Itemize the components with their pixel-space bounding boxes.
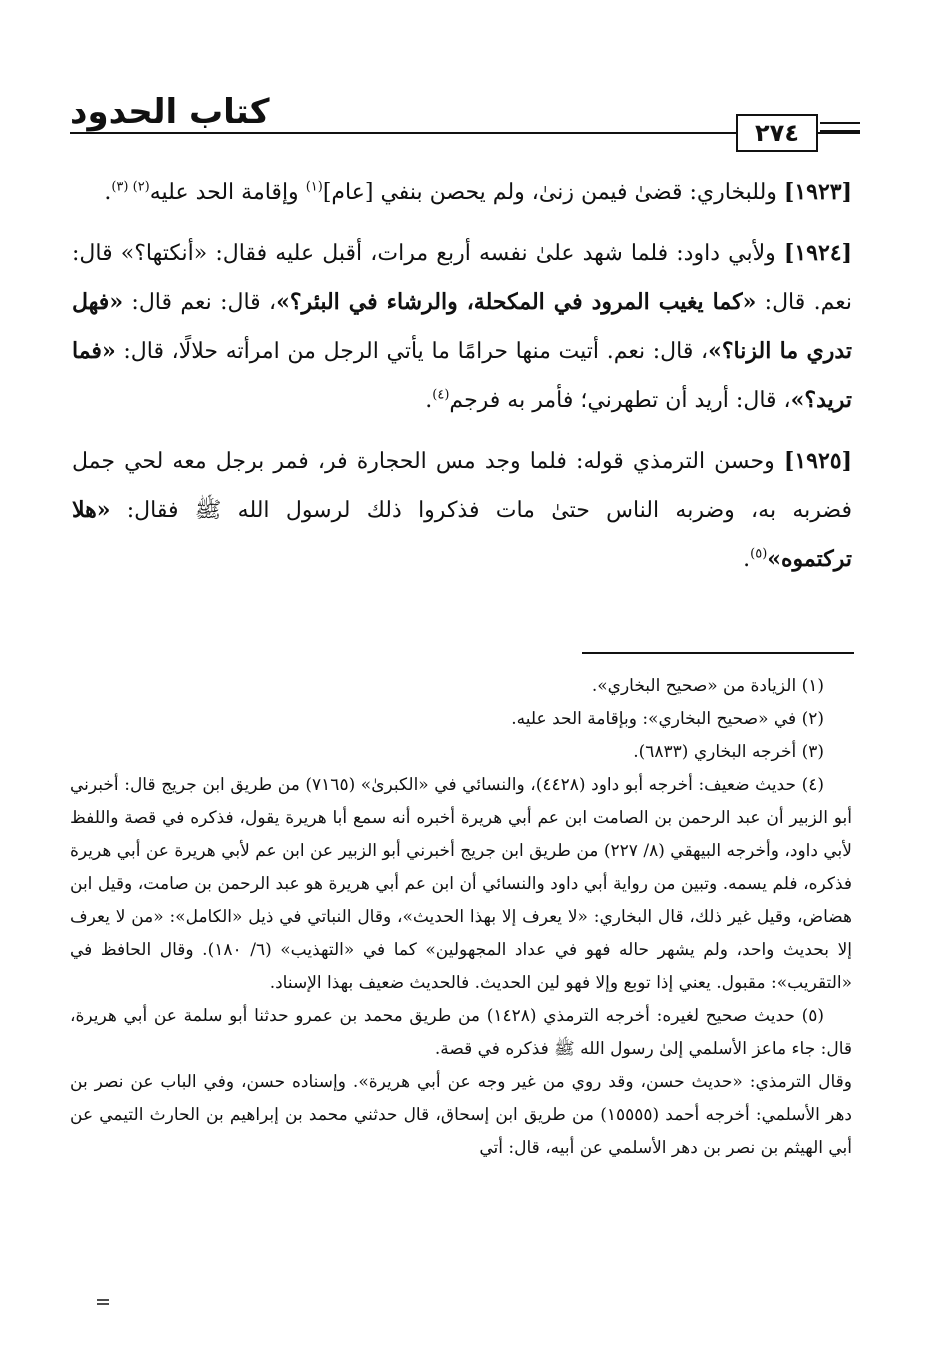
footnote-ref: (٥): [750, 546, 768, 562]
hadith-number: [١٩٢٤]: [783, 240, 852, 266]
hadith-1924: [72, 229, 852, 425]
footnote-separator: [582, 652, 854, 654]
footnote-ref: (٤): [432, 387, 450, 403]
footnote-3: (٣) أخرجه البخاري (٦٨٣٣).: [633, 742, 824, 762]
prophet-quote: «هلا تركتموه»: [72, 497, 852, 572]
hadith-1923: [72, 168, 852, 217]
prophet-quote: «فهل تدري ما الزنا؟»: [72, 289, 853, 364]
page-header: [70, 92, 860, 162]
hadith-text: .: [425, 388, 433, 413]
footnote-4: (٤) حديث ضعيف: أخرجه أبو داود (٤٤٢٨)، والنسائي في «الكبرىٰ» (٧١٦٥) من طريق ابن جريج قال: أخبرني أبو الزبير أن عبد الرحمن بن الصامت ابن عم أبي هريرة أخبره أنه سمع أبا هريرة يقول، فذكره في قصة واللفظ لأبي داود، وأخرجه البيهقي (٨/ ٢٢٧) من طريق ابن جريج أخبرني أبو الزبير عن ابن عم لأبي هريرة عن أبي هريرة فذكره، فلم يسمه. وتبين من رواية أبي داود والنسائي أن ابن عم أبي هريرة هو عبد الرحمن بن صامت، وقيل ابن هضاض، وقيل غير ذلك، قال البخاري: «لا يعرف إلا بهذا الحديث»، وقال النباتي في ذيل «الكامل»: «من لا يعرف إلا بحديث واحد، ولم يشهر حاله فهو في عداد المجهولين» كما في «التهذيب» (٦/ ١٨٠). وقال الحافظ في «التقريب»: مقبول. يعني إذا توبع وإلا فهو لين الحديث. فالحديث ضعيف بهذا الإسناد.: [70, 775, 852, 993]
footnote-ref: (١): [305, 179, 323, 195]
hadith-text: .: [104, 180, 112, 205]
footnote-ref: (٢) (٣): [111, 179, 150, 195]
hadith-text: ، قال: نعم قال:: [123, 290, 277, 315]
hadith-number: [١٩٢٥]: [783, 448, 853, 474]
hadith-text: .: [743, 547, 751, 572]
footnote-1: (١) الزيادة من «صحيح البخاري».: [591, 676, 824, 696]
continuation-mark-icon: [96, 1298, 110, 1306]
hadith-text: ولأبي داود: فلما شهد علىٰ نفسه أربع مرات، أقبل عليه فقال: «أنكتها؟» قال: نعم. قال:: [72, 241, 852, 315]
page-number-decoration: [820, 122, 860, 134]
footnote-5-continued: وقال الترمذي: «حديث حسن، وقد روي من غير وجه عن أبي هريرة». وإسناده حسن، وفي الباب عن نصر بن دهر الأسلمي: أخرجه أحمد (١٥٥٥٥) من طريق ابن إسحاق، قال حدثني محمد بن إبراهيم بن الحارث التيمي عن أبي الهيثم بن نصر بن دهر الأسلمي عن أبيه، قال: أتي: [70, 1072, 852, 1158]
hadith-text: وحسن الترمذي قوله: فلما وجد مس الحجارة فر، فمر برجل معه لحي جمل فضربه به، وضربه الناس حتىٰ مات فذكروا ذلك لرسول الله ﷺ فقال:: [72, 449, 852, 523]
book-title: كتاب الحدود: [70, 92, 270, 132]
hadith-number: [١٩٢٣]: [783, 179, 852, 205]
main-text: [72, 168, 852, 596]
prophet-quote: «كما يغيب المرود في المكحلة، والرشاء في البئر؟»: [276, 289, 757, 315]
hadith-text: ، قال: نعم. أتيت منها حرامًا ما يأتي الرجل من امرأته حلالًا، قال:: [115, 339, 709, 364]
hadith-text: وللبخاري: قضىٰ فيمن زنىٰ، ولم يحصن بنفي [عام]: [322, 180, 784, 205]
hadith-text: ، قال: أريد أن تطهرني؛ فأمر به فرجم: [449, 388, 791, 413]
footnote-5: (٥) حديث صحيح لغيره: أخرجه الترمذي (١٤٢٨) من طريق محمد بن عمرو حدثنا أبو سلمة عن أبي هريرة، قال: جاء ماعز الأسلمي إلىٰ رسول الله ﷺ فذكره في قصة.: [70, 1006, 852, 1059]
footnotes: [70, 670, 852, 1165]
footnote-2: (٢) في «صحيح البخاري»: وبإقامة الحد عليه.: [511, 709, 824, 729]
prophet-quote: «فما تريد؟»: [72, 338, 852, 413]
hadith-text: وإقامة الحد عليه: [149, 180, 306, 205]
hadith-1925: [72, 437, 852, 584]
page-number: ٢٧٤: [736, 114, 818, 152]
